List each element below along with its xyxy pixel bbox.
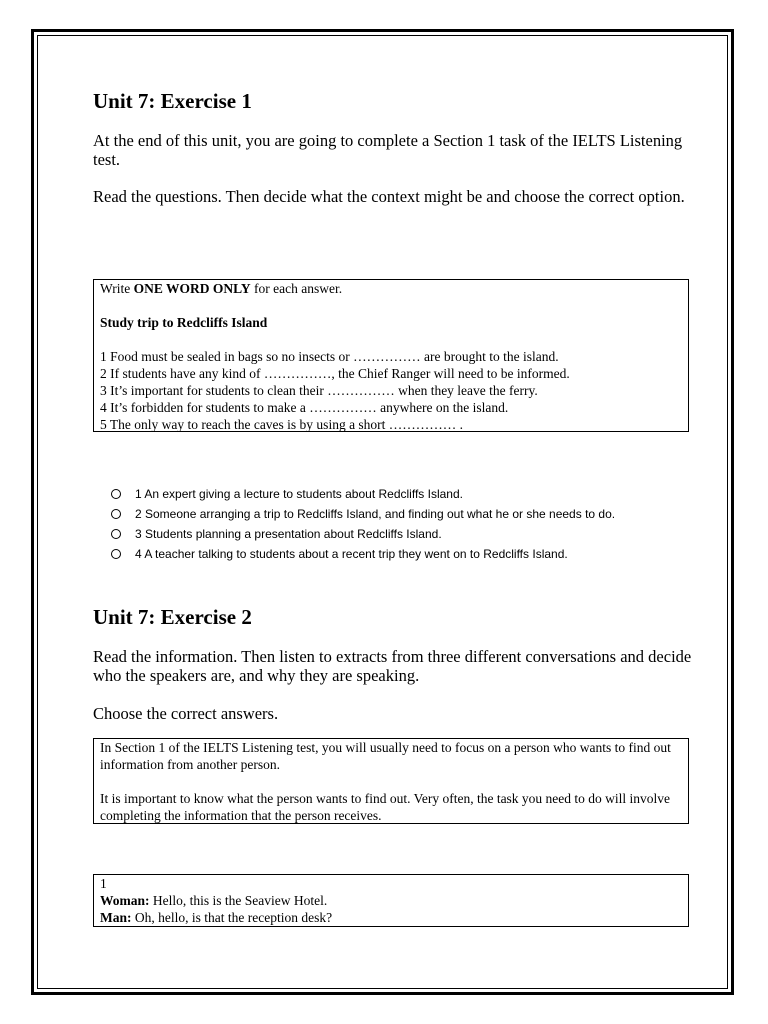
write-bold: ONE WORD ONLY	[133, 281, 251, 296]
option-3-label: 3 Students planning a presentation about Redcliffs Island.	[135, 527, 442, 541]
dialogue-box	[93, 874, 689, 927]
task-box	[93, 279, 689, 432]
exercise1-heading: Unit 7: Exercise 1	[93, 89, 252, 113]
dialogue-number: 1	[100, 876, 107, 891]
option-2-label: 2 Someone arranging a trip to Redcliffs Island, and finding out what he or she needs to do.	[135, 507, 616, 521]
option-1[interactable]	[111, 487, 463, 501]
option-3[interactable]	[111, 527, 442, 541]
write-prefix: Write	[100, 281, 134, 296]
dialogue-line-2	[100, 909, 682, 926]
question-5: 5 The only way to reach the caves is by using a short …………… .	[100, 417, 464, 432]
line-1-text: Hello, this is the Seaview Hotel.	[149, 893, 328, 908]
question-1: 1 Food must be sealed in bags so no insects or …………… are brought to the island.	[100, 349, 559, 364]
speaker-woman: Woman:	[100, 893, 150, 908]
radio-circle-icon[interactable]	[111, 529, 121, 539]
radio-circle-icon[interactable]	[111, 489, 121, 499]
speaker-man: Man:	[100, 910, 132, 925]
exercise1-instruction: Read the questions. Then decide what the context might be and choose the correct option.	[93, 187, 685, 206]
exercise2-instruction: Read the information. Then listen to extracts from three different conversations and decide who the speakers are, and why they are speaking.	[93, 647, 692, 685]
dialogue-line-1	[100, 892, 682, 909]
option-2[interactable]	[111, 507, 615, 521]
option-1-label: 1 An expert giving a lecture to students about Redcliffs Island.	[135, 487, 463, 501]
write-instruction	[100, 280, 682, 297]
question-4: 4 It’s forbidden for students to make a …………… anywhere on the island.	[100, 400, 509, 415]
info-para-2: It is important to know what the person wants to find out. Very often, the task you need to do will involve completing the information that the person receives.	[100, 791, 671, 823]
option-4-label: 4 A teacher talking to students about a recent trip they went on to Redcliffs Island.	[135, 547, 568, 561]
exercise2-choose: Choose the correct answers.	[93, 704, 279, 723]
info-box	[93, 738, 689, 824]
question-2: 2 If students have any kind of ……………, the Chief Ranger will need to be informed.	[100, 366, 570, 381]
task-title: Study trip to Redcliffs Island	[100, 315, 268, 330]
line-2-text: Oh, hello, is that the reception desk?	[131, 910, 333, 925]
info-para-1: In Section 1 of the IELTS Listening test, you will usually need to focus on a person who wants to find out information from another person.	[100, 740, 671, 772]
option-4[interactable]	[111, 547, 568, 561]
radio-circle-icon[interactable]	[111, 509, 121, 519]
exercise1-intro: At the end of this unit, you are going to complete a Section 1 task of the IELTS Listening test.	[93, 131, 683, 169]
radio-circle-icon[interactable]	[111, 549, 121, 559]
write-suffix: for each answer.	[250, 281, 343, 296]
question-3: 3 It’s important for students to clean their …………… when they leave the ferry.	[100, 383, 538, 398]
exercise2-heading: Unit 7: Exercise 2	[93, 605, 252, 629]
